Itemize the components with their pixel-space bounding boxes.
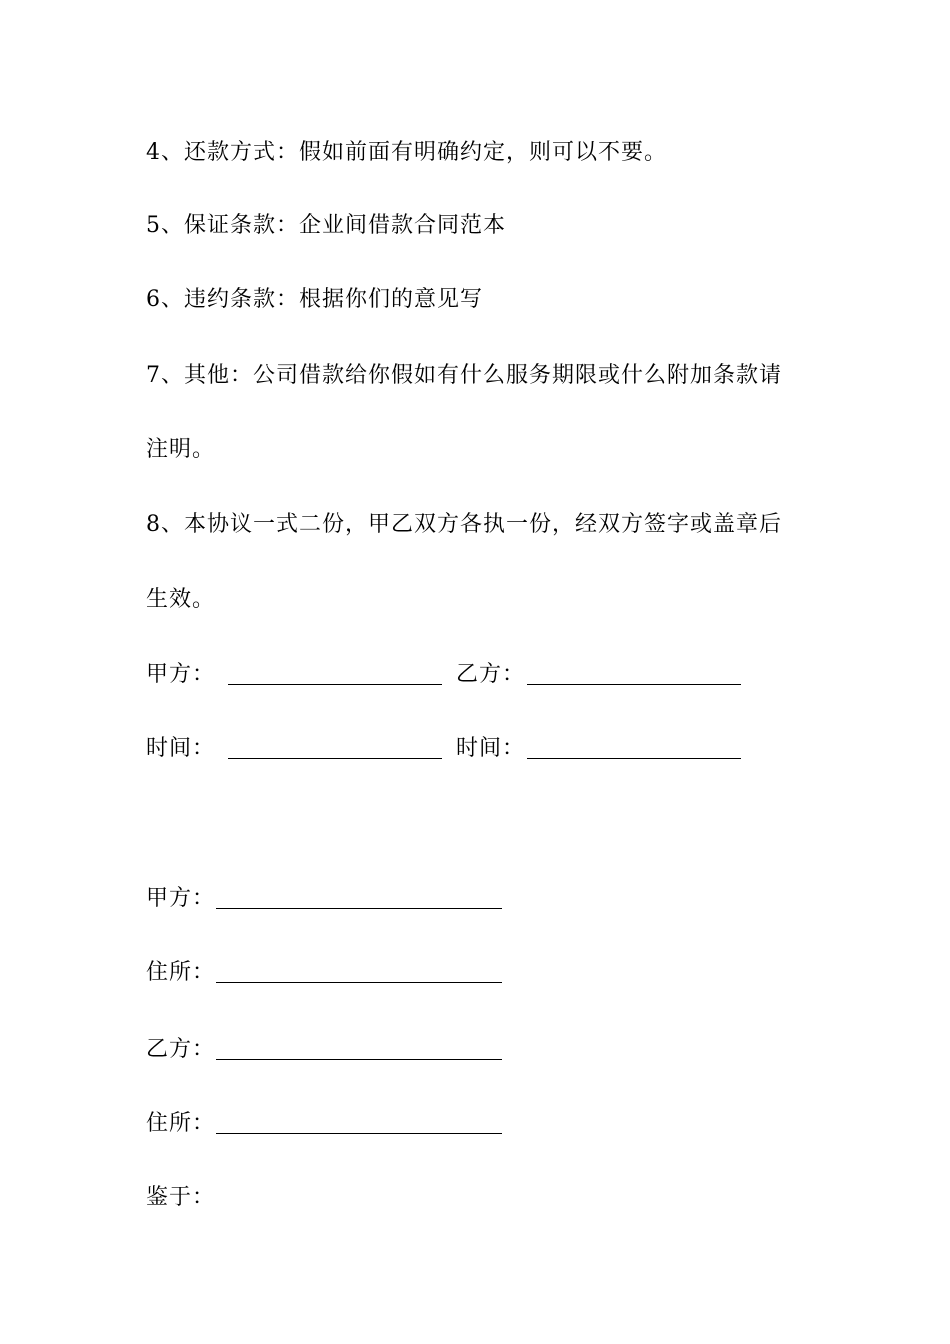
sign-party-b-blank[interactable] [527, 684, 741, 685]
party-a-address-blank[interactable] [216, 982, 502, 983]
sign-time-a-blank[interactable] [228, 758, 442, 759]
sign-time-a-label: 时间： [146, 736, 216, 761]
sign-party-a-label: 甲方： [146, 662, 216, 687]
party-b-blank[interactable] [216, 1059, 502, 1060]
party-b-address-blank[interactable] [216, 1133, 502, 1134]
term-repayment: 4、还款方式：假如前面有明确约定，则可以不要。 [146, 140, 667, 165]
party-a-address-label: 住所： [146, 960, 216, 985]
party-a-blank[interactable] [216, 908, 502, 909]
party-b-label: 乙方： [146, 1037, 216, 1062]
term-copies-line1: 8、本协议一式二份，甲乙双方各执一份，经双方签字或盖章后 [146, 512, 782, 537]
party-a-label: 甲方： [146, 886, 216, 911]
sign-time-b-label: 时间： [456, 736, 526, 761]
sign-party-b-label: 乙方： [456, 662, 526, 687]
party-b-address-label: 住所： [146, 1111, 216, 1136]
term-other-line1: 7、其他：公司借款给你假如有什么服务期限或什么附加条款请 [146, 363, 782, 388]
whereas-label: 鉴于： [146, 1185, 216, 1210]
term-breach: 6、违约条款：根据你们的意见写 [146, 287, 483, 312]
sign-time-b-blank[interactable] [527, 758, 741, 759]
term-other-line2: 注明。 [146, 437, 216, 462]
term-guarantee: 5、保证条款：企业间借款合同范本 [146, 213, 506, 238]
sign-party-a-blank[interactable] [228, 684, 442, 685]
term-copies-line2: 生效。 [146, 587, 216, 612]
